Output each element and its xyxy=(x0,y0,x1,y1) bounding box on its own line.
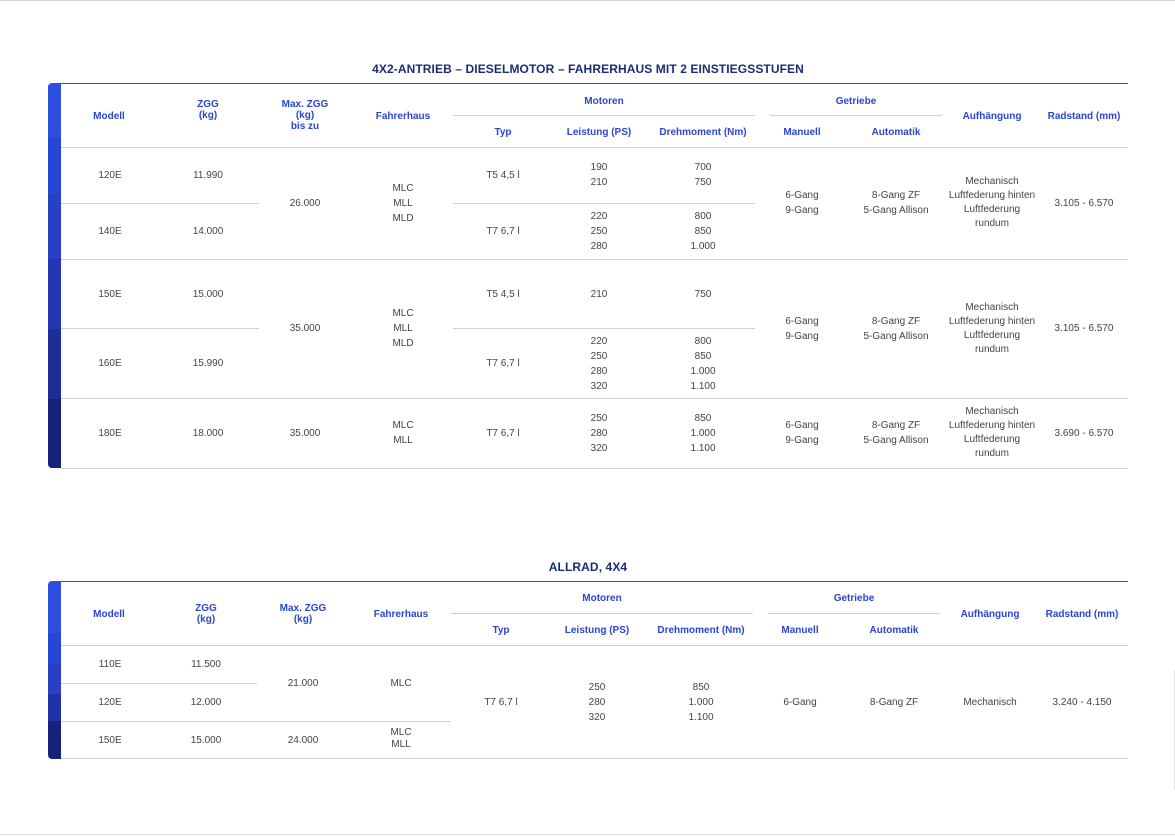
cell-typ: T5 4,5 l xyxy=(486,289,520,300)
cell-radstand: 3.240 - 4.150 xyxy=(1052,697,1112,708)
table1-title: 4X2-ANTRIEB – DIESELMOTOR – FAHRERHAUS MIT 2 EINSTIEGSSTUFEN xyxy=(372,62,804,76)
cell-typ: T7 6,7 l xyxy=(486,428,520,439)
table1-header-rule xyxy=(61,147,1128,148)
table2-section xyxy=(48,558,1128,763)
cell-modell: 110E xyxy=(98,659,122,670)
table1-group-rule xyxy=(61,259,1128,260)
top-border xyxy=(0,0,1175,1)
cell-fahrerhaus: MLC MLL MLD xyxy=(392,308,414,349)
header-zgg: ZGG (kg) xyxy=(195,603,217,625)
cell-max-zgg: 26.000 xyxy=(289,198,321,209)
cell-leistung: 250 280 320 xyxy=(588,682,606,723)
header-radstand: Radstand (mm) xyxy=(1047,111,1121,122)
cell-max-zgg: 35.000 xyxy=(289,323,321,334)
cell-drehmoment: 700 750 xyxy=(694,162,712,188)
bottom-border xyxy=(0,834,1175,835)
cell-radstand: 3.105 - 6.570 xyxy=(1054,198,1114,209)
header-automatik: Automatik xyxy=(871,127,921,138)
cell-leistung: 250 280 320 xyxy=(590,413,608,454)
cell-fahrerhaus: MLC MLL xyxy=(392,420,414,446)
header-drehmoment: Drehmoment (Nm) xyxy=(657,625,745,636)
header-radstand: Radstand (mm) xyxy=(1045,609,1119,620)
table2-top-rule xyxy=(61,581,1128,582)
cell-typ: T7 6,7 l xyxy=(486,226,520,237)
table2-color-bar xyxy=(48,581,61,759)
table1-row-rule xyxy=(453,203,755,204)
header-zgg: ZGG (kg) xyxy=(197,99,219,121)
header-fahrerhaus: Fahrerhaus xyxy=(375,111,431,122)
table1-subheader-rule-getriebe xyxy=(770,115,942,116)
cell-zgg: 12.000 xyxy=(190,697,222,708)
table2-header-rule xyxy=(61,645,1128,646)
table2-row-rule xyxy=(61,721,451,722)
cell-max-zgg: 21.000 xyxy=(287,678,319,689)
cell-manuell: 6-Gang 9-Gang xyxy=(785,190,819,216)
cell-zgg: 11.500 xyxy=(191,659,221,670)
cell-modell: 160E xyxy=(98,358,122,369)
table1-group-rule xyxy=(61,398,1128,399)
cell-automatik: 8-Gang ZF 5-Gang Allison xyxy=(863,316,929,342)
table2-bottom-rule xyxy=(61,758,1128,759)
cell-manuell: 6-Gang xyxy=(783,697,817,708)
header-modell: Modell xyxy=(93,111,125,122)
table1 xyxy=(48,83,1128,469)
cell-zgg: 14.000 xyxy=(192,226,224,237)
header-motoren: Motoren xyxy=(582,593,622,604)
cell-fahrerhaus: MLC xyxy=(390,678,412,689)
cell-manuell: 6-Gang 9-Gang xyxy=(785,420,819,446)
header-drehmoment: Drehmoment (Nm) xyxy=(659,127,747,138)
cell-manuell: 6-Gang 9-Gang xyxy=(785,316,819,342)
header-leistung: Leistung (PS) xyxy=(566,127,632,138)
cell-aufhaengung: Mechanisch Luftfederung hinten Luftfederung rundum xyxy=(948,176,1036,229)
header-max-zgg: Max. ZGG (kg) xyxy=(279,603,327,625)
header-aufhaengung: Aufhängung xyxy=(960,609,1020,620)
table2 xyxy=(48,581,1128,761)
header-typ: Typ xyxy=(492,625,510,636)
cell-fahrerhaus: MLC MLL MLD xyxy=(392,183,414,224)
cell-max-zgg: 35.000 xyxy=(289,428,321,439)
header-aufhaengung: Aufhängung xyxy=(962,111,1022,122)
table1-row-rule xyxy=(453,328,755,329)
header-getriebe: Getriebe xyxy=(835,96,877,107)
table2-subheader-rule-getriebe xyxy=(768,613,940,614)
header-modell: Modell xyxy=(93,609,125,620)
table1-top-rule xyxy=(61,83,1128,84)
cell-drehmoment: 800 850 1.000 xyxy=(690,211,716,252)
cell-modell: 180E xyxy=(98,428,122,439)
cell-max-zgg: 24.000 xyxy=(287,735,319,746)
cell-aufhaengung: Mechanisch xyxy=(963,697,1017,708)
cell-radstand: 3.690 - 6.570 xyxy=(1054,428,1114,439)
cell-automatik: 8-Gang ZF 5-Gang Allison xyxy=(863,420,929,446)
table2-title: ALLRAD, 4X4 xyxy=(548,560,628,574)
table2-row-rule xyxy=(61,683,257,684)
table1-section xyxy=(48,60,1128,470)
cell-zgg: 11.990 xyxy=(193,170,223,181)
cell-modell: 140E xyxy=(98,226,122,237)
cell-aufhaengung: Mechanisch Luftfederung hinten Luftfederung rundum xyxy=(948,302,1036,355)
header-max-zgg: Max. ZGG (kg) bis zu xyxy=(281,99,329,132)
table2-subheader-rule-motoren xyxy=(451,613,753,614)
cell-radstand: 3.105 - 6.570 xyxy=(1054,323,1114,334)
cell-automatik: 8-Gang ZF 5-Gang Allison xyxy=(863,190,929,216)
cell-drehmoment: 800 850 1.000 1.100 xyxy=(690,336,716,392)
cell-automatik: 8-Gang ZF xyxy=(869,697,919,708)
cell-modell: 150E xyxy=(98,289,122,300)
table1-subheader-rule-motoren xyxy=(453,115,755,116)
cell-modell: 120E xyxy=(98,170,122,181)
table1-row-rule xyxy=(61,328,259,329)
cell-modell: 120E xyxy=(98,697,122,708)
header-automatik: Automatik xyxy=(869,625,919,636)
cell-drehmoment: 750 xyxy=(694,289,712,300)
cell-drehmoment: 850 1.000 1.100 xyxy=(688,682,714,723)
cell-leistung: 220 250 280 xyxy=(590,211,608,252)
cell-zgg: 18.000 xyxy=(192,428,224,439)
cell-aufhaengung: Mechanisch Luftfederung hinten Luftfederung rundum xyxy=(948,406,1036,459)
header-getriebe: Getriebe xyxy=(833,593,875,604)
cell-typ: T7 6,7 l xyxy=(484,697,518,708)
table1-color-bar xyxy=(48,83,61,468)
cell-zgg: 15.000 xyxy=(190,735,222,746)
header-leistung: Leistung (PS) xyxy=(564,625,630,636)
cell-modell: 150E xyxy=(98,735,122,746)
cell-typ: T7 6,7 l xyxy=(486,358,520,369)
cell-zgg: 15.990 xyxy=(192,358,224,369)
table1-row-rule xyxy=(61,203,259,204)
table1-bottom-rule xyxy=(61,468,1128,469)
cell-leistung: 220 250 280 320 xyxy=(590,336,608,392)
cell-fahrerhaus: MLC MLL xyxy=(390,727,412,750)
cell-typ: T5 4,5 l xyxy=(486,170,520,181)
cell-drehmoment: 850 1.000 1.100 xyxy=(690,413,716,454)
header-manuell: Manuell xyxy=(781,625,819,636)
cell-leistung: 210 xyxy=(590,289,608,300)
cell-leistung: 190 210 xyxy=(590,162,608,188)
header-manuell: Manuell xyxy=(783,127,821,138)
header-typ: Typ xyxy=(494,127,512,138)
cell-zgg: 15.000 xyxy=(192,289,224,300)
header-motoren: Motoren xyxy=(584,96,624,107)
header-fahrerhaus: Fahrerhaus xyxy=(373,609,429,620)
